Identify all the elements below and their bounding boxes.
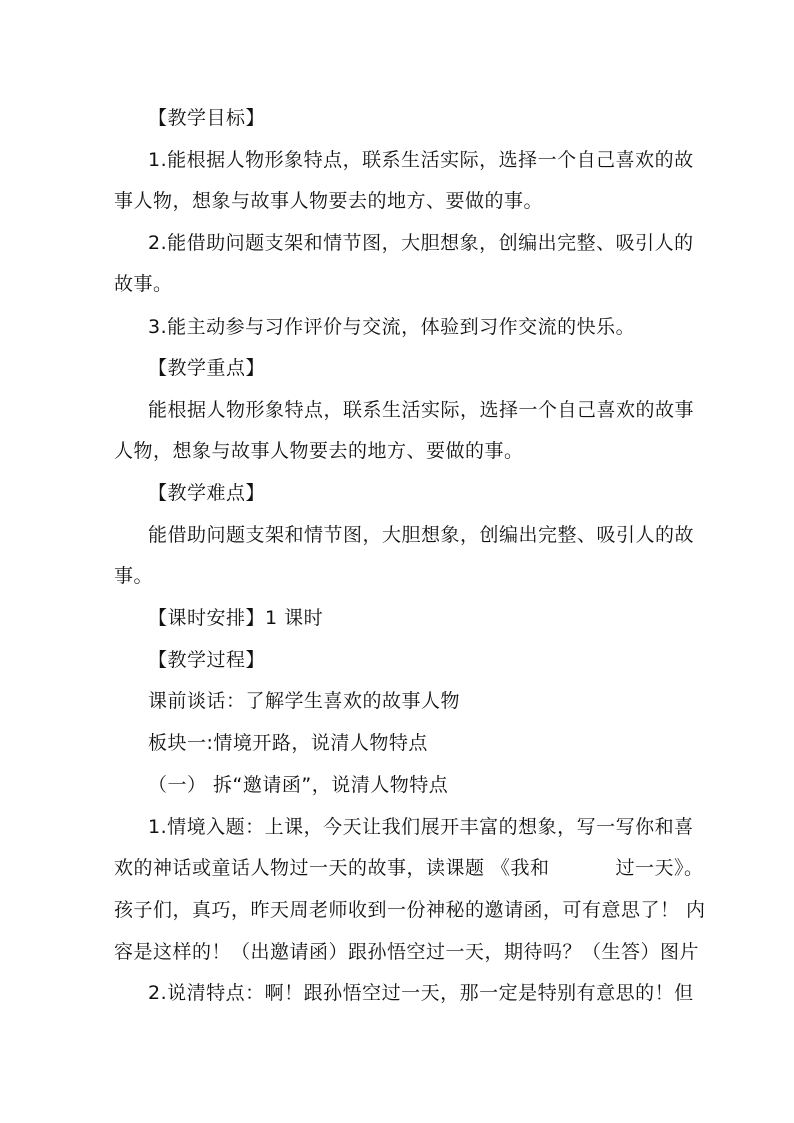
- step-1-line-2: [114, 856, 704, 880]
- module-1: 板块一:情境开路，说清人物特点: [148, 732, 428, 754]
- schedule: 【课时安排】1 课时: [148, 607, 324, 629]
- step-2-line-1: 2.说清特点：啊！跟孙悟空过一天，那一定是特别有意思的！但: [148, 982, 694, 1004]
- step-1-line-2-before-blank: 欢的神话或童话人物过一天的故事，读课题 《我和: [114, 857, 550, 879]
- process-heading: 【教学过程】: [148, 649, 266, 671]
- step-1-line-4: 容是这样的！（出邀请函）跟孙悟空过一天，期待吗？（生答）图片: [114, 941, 700, 963]
- objective-1-line-2: 事人物，想象与故事人物要去的地方、要做的事。: [114, 190, 544, 212]
- objective-1-line-1: 1.能根据人物形象特点，联系生活实际，选择一个自己喜欢的故: [148, 149, 694, 171]
- pre-talk: 课前谈话：了解学生喜欢的故事人物: [148, 690, 461, 712]
- part-1: （一） 拆“邀请函”，说清人物特点: [148, 774, 449, 796]
- step-1-line-2-after-blank: 过一天》。: [615, 857, 704, 879]
- objectives-heading: 【教学目标】: [148, 107, 266, 129]
- difficulties-line-1: 能借助问题支架和情节图，大胆想象，创编出完整、吸引人的故: [148, 524, 695, 546]
- difficulties-heading: 【教学难点】: [148, 482, 266, 504]
- step-1-line-3: 孩子们，真巧，昨天周老师收到一份神秘的邀请函，可有意思了！ 内: [114, 899, 706, 921]
- key-points-line-1: 能根据人物形象特点，联系生活实际，选择一个自己喜欢的故事: [148, 399, 695, 421]
- objective-2-line-2: 故事。: [114, 273, 173, 295]
- difficulties-line-2: 事。: [114, 565, 154, 587]
- objective-3: 3.能主动参与习作评价与交流，体验到习作交流的快乐。: [148, 316, 636, 338]
- key-points-heading: 【教学重点】: [148, 357, 266, 379]
- step-1-line-1: 1.情境入题：上课，今天让我们展开丰富的想象，写一写你和喜: [148, 816, 694, 838]
- key-points-line-2: 人物，想象与故事人物要去的地方、要做的事。: [114, 440, 524, 462]
- objective-2-line-1: 2.能借助问题支架和情节图，大胆想象，创编出完整、吸引人的: [148, 232, 694, 254]
